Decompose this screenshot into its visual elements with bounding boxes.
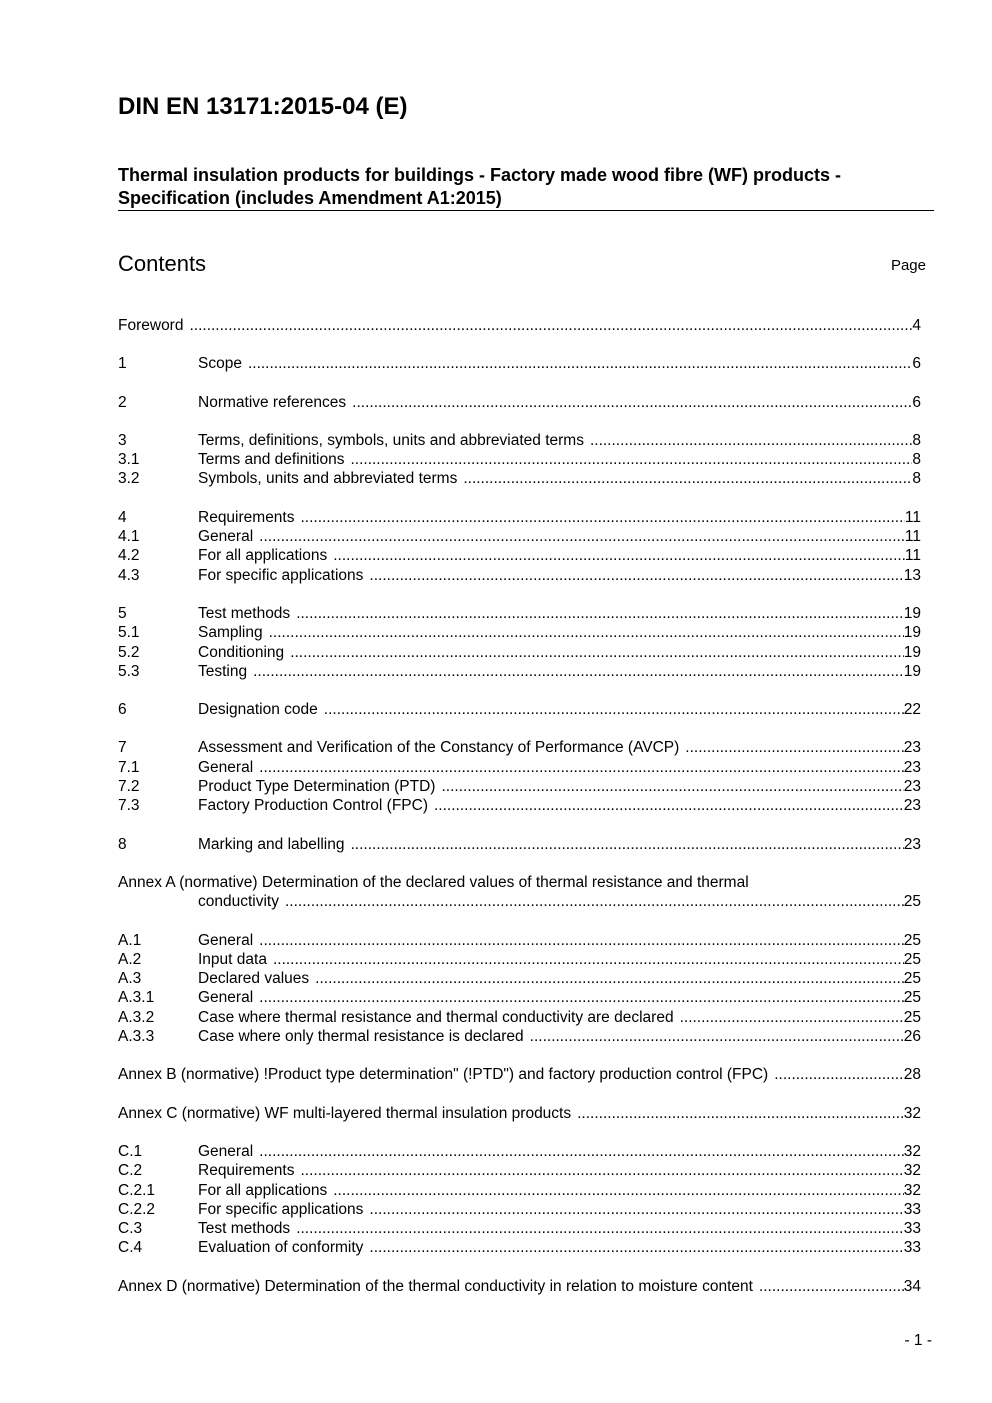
toc-title: Scope <box>198 355 242 373</box>
dot-leader <box>369 1238 903 1257</box>
dot-leader <box>441 777 903 796</box>
toc-title: General <box>198 989 254 1007</box>
toc-entry-7-3[interactable] <box>118 796 921 815</box>
toc-page: 13 <box>903 566 921 584</box>
toc-number: 4.1 <box>118 528 140 546</box>
toc-entry-annex-a-line-1[interactable]: Annex A (normative) Determination of the declared values of thermal resistance and thermal <box>118 873 749 891</box>
toc-entry-5-1[interactable] <box>118 623 921 642</box>
toc-title: Test methods <box>198 1220 291 1238</box>
dot-leader <box>259 527 905 546</box>
contents-heading: Contents <box>118 251 207 276</box>
toc-entry-c-2[interactable] <box>118 1161 921 1180</box>
toc-number: 2 <box>118 393 127 411</box>
toc-number: C.1 <box>118 1142 143 1160</box>
dot-leader <box>352 393 912 412</box>
toc-number: 7 <box>118 739 127 757</box>
toc-page: 19 <box>903 643 921 661</box>
toc-number: C.4 <box>118 1239 143 1257</box>
toc-title: Test methods <box>198 604 291 622</box>
toc-entry-annex-b[interactable] <box>118 1065 921 1084</box>
dot-leader <box>324 700 904 719</box>
dot-leader <box>296 1219 904 1238</box>
toc-title: Designation code <box>198 701 318 719</box>
dot-leader <box>680 1008 904 1027</box>
toc-entry-4-2[interactable] <box>118 546 921 565</box>
document-title <box>118 164 933 210</box>
toc-entry-c-1[interactable] <box>118 1142 921 1161</box>
page-column-heading: Page <box>890 257 926 274</box>
toc-title: Testing <box>198 662 248 680</box>
toc-number: C.2.1 <box>118 1181 156 1199</box>
toc-page: 11 <box>904 508 921 526</box>
toc-entry-a-3-2[interactable] <box>118 1008 921 1027</box>
toc-page: 23 <box>903 835 921 853</box>
toc-page: 34 <box>903 1277 921 1295</box>
toc-number: A.1 <box>118 931 142 949</box>
dot-leader <box>590 431 912 450</box>
toc-entry-4-3[interactable] <box>118 566 921 585</box>
toc-number: 5 <box>118 604 127 622</box>
toc-number: 7.2 <box>118 778 140 796</box>
toc-number: C.2 <box>118 1162 143 1180</box>
toc-page: 19 <box>903 624 921 642</box>
toc-title: General <box>198 931 254 949</box>
toc-entry-7[interactable] <box>118 738 921 757</box>
dot-leader <box>333 546 905 565</box>
toc-title: Annex D (normative) Determination of the thermal conductivity in relation to moisture content <box>118 1277 753 1295</box>
toc-entry-8[interactable] <box>118 835 921 854</box>
dot-leader <box>577 1104 904 1123</box>
toc-title: conductivity <box>198 893 279 911</box>
toc-page: 25 <box>903 893 921 911</box>
toc-page: 32 <box>903 1104 921 1122</box>
toc-page: 32 <box>903 1142 921 1160</box>
document-id: DIN EN 13171:2015-04 (E) <box>118 93 408 120</box>
toc-title: Marking and labelling <box>198 835 345 853</box>
toc-entry-7-1[interactable] <box>118 758 921 777</box>
toc-title: Foreword <box>118 317 184 334</box>
toc-number: 6 <box>118 701 127 719</box>
dot-leader <box>259 931 904 950</box>
toc-number: 7.1 <box>118 758 140 776</box>
toc-entry-4[interactable] <box>118 508 921 527</box>
dot-leader <box>259 988 904 1007</box>
toc-page: 11 <box>904 547 921 565</box>
dot-leader <box>333 1181 904 1200</box>
toc-page: 19 <box>903 662 921 680</box>
toc-title: Case where only thermal resistance is declared <box>198 1028 524 1046</box>
toc-number: A.3 <box>118 970 142 988</box>
toc-entry-3-2[interactable] <box>118 469 921 488</box>
toc-number: 3 <box>118 431 127 449</box>
dot-leader <box>285 892 904 911</box>
toc-entry-5[interactable] <box>118 604 921 623</box>
toc-number: A.3.2 <box>118 1008 155 1026</box>
toc-page: 32 <box>903 1181 921 1199</box>
dot-leader <box>350 450 912 469</box>
toc-entry-4-1[interactable] <box>118 527 921 546</box>
toc-number: A.3.1 <box>118 989 155 1007</box>
toc-title: Declared values <box>198 970 310 988</box>
toc-page: 8 <box>912 451 921 469</box>
toc-page: 23 <box>903 797 921 815</box>
toc-page: 32 <box>903 1162 921 1180</box>
toc-number: A.3.3 <box>118 1028 155 1046</box>
toc-entry-annex-d[interactable] <box>118 1277 921 1296</box>
toc-entry-7-2[interactable] <box>118 777 921 796</box>
toc-page: 25 <box>903 1008 921 1026</box>
dot-leader <box>774 1065 904 1084</box>
toc-number: C.2.2 <box>118 1200 156 1218</box>
toc-page: 26 <box>903 1028 921 1046</box>
toc-entry-annex-a[interactable] <box>118 892 921 911</box>
dot-leader <box>685 738 903 757</box>
toc-title: Requirements <box>198 1162 295 1180</box>
toc-title: Normative references <box>198 393 347 411</box>
toc-page: 6 <box>912 393 921 411</box>
dot-leader <box>248 354 912 373</box>
dot-leader <box>759 1277 904 1296</box>
toc-page: 28 <box>903 1066 921 1084</box>
toc-page: 8 <box>912 431 921 449</box>
dot-leader <box>301 508 905 527</box>
dot-leader <box>253 662 904 681</box>
page-number: - 1 - <box>904 1332 932 1349</box>
toc-number: 4.2 <box>118 547 140 565</box>
toc-page: 23 <box>903 778 921 796</box>
toc-entry-a-3-3[interactable] <box>118 1027 921 1046</box>
toc-entry-c-2-1[interactable] <box>118 1181 921 1200</box>
document-title-line-1: Thermal insulation products for buildings - Factory made wood fibre (WF) products - <box>118 165 842 185</box>
dot-leader <box>269 623 904 642</box>
dot-leader <box>259 1142 904 1161</box>
toc-title: General <box>198 758 254 776</box>
toc-number: C.3 <box>118 1220 143 1238</box>
toc-entry-5-2[interactable] <box>118 643 921 662</box>
table-of-contents <box>118 316 921 1296</box>
dot-leader <box>369 566 903 585</box>
toc-title: Evaluation of conformity <box>198 1239 364 1257</box>
toc-title: Factory Production Control (FPC) <box>198 797 428 815</box>
title-underline <box>118 210 934 211</box>
toc-number: 4.3 <box>118 566 140 584</box>
toc-page: 23 <box>903 758 921 776</box>
toc-number: 7.3 <box>118 797 140 815</box>
toc-title: Terms and definitions <box>198 451 345 469</box>
dot-leader <box>463 469 912 488</box>
toc-title: Terms, definitions, symbols, units and abbreviated terms <box>198 431 584 449</box>
dot-leader <box>315 969 904 988</box>
dot-leader <box>259 758 904 777</box>
toc-page: 25 <box>903 970 921 988</box>
toc-number: 5.3 <box>118 662 140 680</box>
dot-leader <box>301 1161 904 1180</box>
dot-leader <box>189 316 912 335</box>
toc-title: Sampling <box>198 624 263 642</box>
toc-title: Requirements <box>198 508 295 526</box>
toc-title: Annex C (normative) WF multi-layered thermal insulation products <box>118 1104 572 1122</box>
toc-page: 25 <box>903 950 921 968</box>
toc-entry-6[interactable] <box>118 700 921 719</box>
toc-page: 25 <box>903 989 921 1007</box>
dot-leader <box>369 1200 903 1219</box>
dot-leader <box>434 796 904 815</box>
toc-number: 8 <box>118 835 127 853</box>
toc-page: 6 <box>912 355 921 373</box>
toc-number: 5.2 <box>118 643 140 661</box>
toc-title: For all applications <box>198 1181 328 1199</box>
toc-title: Case where thermal resistance and thermal conductivity are declared <box>198 1008 674 1026</box>
toc-title: For specific applications <box>198 566 364 584</box>
dot-leader <box>273 950 904 969</box>
toc-title: Symbols, units and abbreviated terms <box>198 470 458 488</box>
toc-entry-1[interactable] <box>118 354 921 373</box>
toc-page: 8 <box>912 470 921 488</box>
toc-number: 3.2 <box>118 470 140 488</box>
toc-page: 33 <box>903 1239 921 1257</box>
toc-number: 5.1 <box>118 624 140 642</box>
toc-number: 4 <box>118 508 127 526</box>
toc-title: Annex B (normative) !Product type determination" (!PTD") and factory production control (FPC) <box>118 1066 769 1084</box>
toc-entry-c-3[interactable] <box>118 1219 921 1238</box>
toc-number: 3.1 <box>118 451 140 469</box>
toc-entry-foreword[interactable] <box>118 316 921 335</box>
toc-entry-a-1[interactable] <box>118 931 921 950</box>
toc-page: 23 <box>903 739 921 757</box>
toc-number: 1 <box>118 355 127 373</box>
toc-title: For specific applications <box>198 1200 364 1218</box>
toc-entry-annex-c[interactable] <box>118 1104 921 1123</box>
toc-page: 4 <box>912 317 921 334</box>
toc-title: Product Type Determination (PTD) <box>198 778 436 796</box>
toc-title: Conditioning <box>198 643 285 661</box>
document-title-line-2: Specification (includes Amendment A1:2015) <box>118 188 502 208</box>
toc-title: General <box>198 1142 254 1160</box>
toc-entry-3-1[interactable] <box>118 450 921 469</box>
toc-entry-a-2[interactable] <box>118 950 921 969</box>
dot-leader <box>350 835 903 854</box>
toc-entry-a-3-1[interactable] <box>118 988 921 1007</box>
dot-leader <box>296 604 904 623</box>
toc-title: Assessment and Verification of the Constancy of Performance (AVCP) <box>198 739 680 757</box>
toc-title: General <box>198 528 254 546</box>
toc-entry-5-3[interactable] <box>118 662 921 681</box>
toc-entry-c-4[interactable] <box>118 1238 921 1257</box>
toc-title: For all applications <box>198 547 328 565</box>
toc-entry-c-2-2[interactable] <box>118 1200 921 1219</box>
dot-leader <box>290 643 904 662</box>
toc-page: 19 <box>903 604 921 622</box>
toc-entry-3[interactable] <box>118 431 921 450</box>
toc-title: Input data <box>198 950 267 968</box>
toc-page: 33 <box>903 1220 921 1238</box>
toc-page: 22 <box>903 701 921 719</box>
toc-entry-2[interactable] <box>118 393 921 412</box>
toc-page: 11 <box>904 528 921 546</box>
toc-page: 33 <box>903 1200 921 1218</box>
toc-page: 25 <box>903 931 921 949</box>
dot-leader <box>530 1027 904 1046</box>
toc-number: A.2 <box>118 950 142 968</box>
toc-entry-a-3[interactable] <box>118 969 921 988</box>
